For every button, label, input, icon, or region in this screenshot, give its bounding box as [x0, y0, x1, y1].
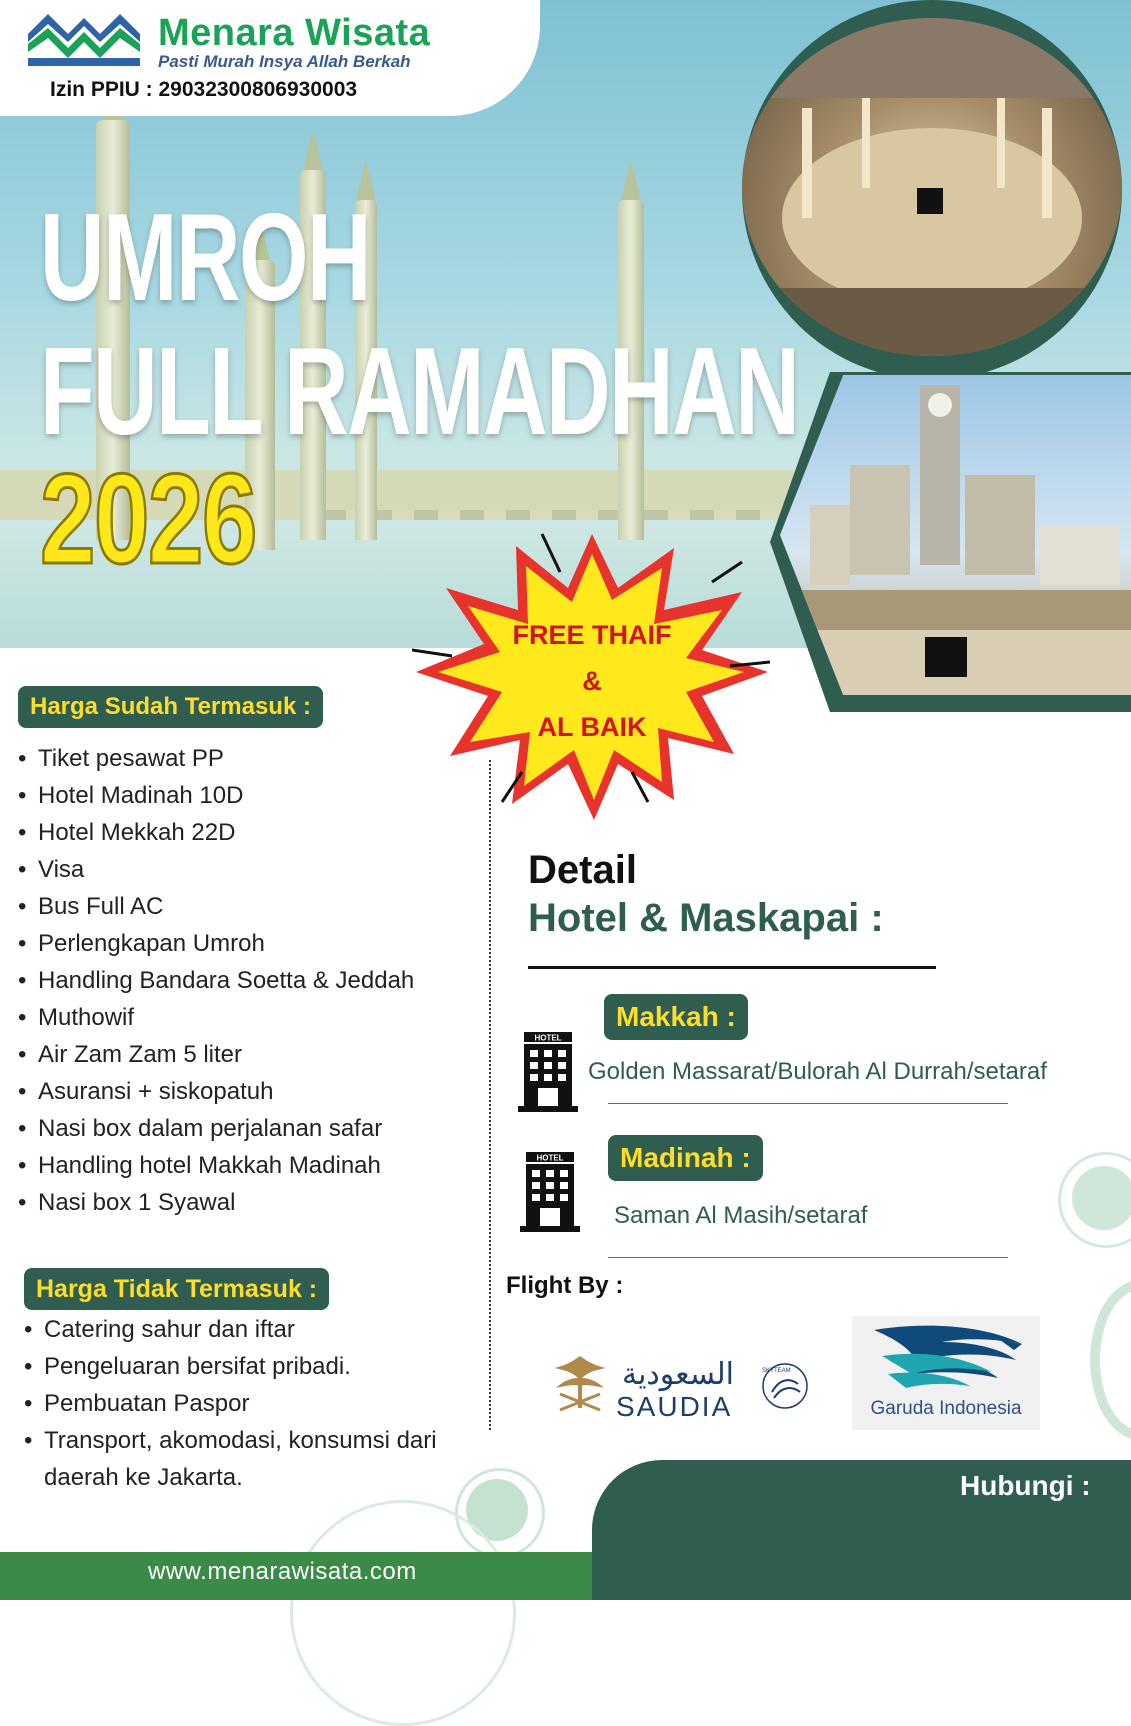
detail-rule [528, 966, 936, 969]
garuda-bird-icon [874, 1326, 1022, 1388]
brand-tagline: Pasti Murah Insya Allah Berkah [158, 52, 411, 71]
excluded-list [24, 1311, 484, 1496]
saudia-latin: SAUDIA [616, 1391, 733, 1422]
title-line-1: UMROH [40, 189, 371, 327]
skyteam-label: SKYTEAM [762, 1368, 791, 1374]
license-number: Izin PPIU : 29032300806930003 [50, 78, 358, 101]
decor-circle [1072, 1166, 1131, 1230]
list-item: • Nasi box dalam perjalanan safar [18, 1110, 488, 1147]
title-year: 2026 [40, 448, 256, 591]
masjidil-haram-photo [742, 18, 1122, 356]
clock-tower-photo [780, 375, 1131, 695]
hotel-icon [520, 1152, 580, 1232]
saudia-logo [550, 1348, 810, 1422]
saudia-arabic: السعودية [622, 1357, 735, 1392]
garuda-indonesia-logo [852, 1316, 1040, 1430]
promo-line-3: AL BAIK [537, 712, 647, 742]
promo-line-2: & [582, 666, 602, 696]
promo-text [482, 612, 702, 750]
list-item: • Asuransi + siskopatuh [18, 1073, 488, 1110]
decor-circle [290, 1500, 516, 1726]
madinah-underline [608, 1257, 1008, 1258]
list-item: • Bus Full AC [18, 888, 488, 925]
hotel-icon [518, 1032, 578, 1112]
flight-label: Flight By : [506, 1272, 624, 1299]
list-item: • Handling Bandara Soetta & Jeddah [18, 962, 488, 999]
detail-heading: Detail [528, 848, 637, 892]
decor-circle [1090, 1280, 1131, 1440]
makkah-underline [608, 1103, 1008, 1104]
list-item: • Nasi box 1 Syawal [18, 1184, 488, 1221]
menara-wisata-logo-icon [28, 14, 140, 68]
skyteam-icon [762, 1364, 807, 1408]
saudia-palm-icon [554, 1356, 606, 1410]
garuda-label: Garuda Indonesia [870, 1398, 1022, 1419]
included-heading: Harga Sudah Termasuk : [18, 686, 323, 728]
list-item: • Air Zam Zam 5 liter [18, 1036, 488, 1073]
website-link[interactable]: www.menarawisata.com [148, 1558, 417, 1585]
detail-subheading: Hotel & Maskapai : [528, 896, 884, 940]
madinah-label: Madinah : [608, 1135, 763, 1181]
title-line-2: FULL RAMADHAN [40, 323, 799, 461]
hotel-icon-label: HOTEL [536, 1153, 564, 1163]
list-item: • Hotel Madinah 10D [18, 777, 488, 814]
brand-name: Menara Wisata [158, 12, 431, 54]
list-item: • Pengeluaran bersifat pribadi. [24, 1348, 484, 1385]
promo-line-1: FREE THAIF [512, 620, 672, 650]
included-list [18, 740, 488, 1221]
madinah-hotel-name: Saman Al Masih/setaraf [614, 1202, 868, 1229]
list-item: • Hotel Mekkah 22D [18, 814, 488, 851]
list-item: • Transport, akomodasi, konsumsi dari daerah ke Jakarta. [24, 1422, 484, 1496]
list-item: • Tiket pesawat PP [18, 740, 488, 777]
list-item: • Handling hotel Makkah Madinah [18, 1147, 488, 1184]
makkah-hotel-name: Golden Massarat/Bulorah Al Durrah/setaraf [588, 1058, 1047, 1085]
list-item: • Muthowif [18, 999, 488, 1036]
contact-heading: Hubungi : [960, 1470, 1091, 1501]
column-divider [489, 760, 491, 1430]
list-item: • Perlengkapan Umroh [18, 925, 488, 962]
makkah-label: Makkah : [604, 994, 748, 1040]
excluded-heading: Harga Tidak Termasuk : [24, 1268, 329, 1310]
list-item: • Catering sahur dan iftar [24, 1311, 484, 1348]
list-item: • Visa [18, 851, 488, 888]
hotel-icon-label: HOTEL [534, 1033, 562, 1043]
list-item: • Pembuatan Paspor [24, 1385, 484, 1422]
